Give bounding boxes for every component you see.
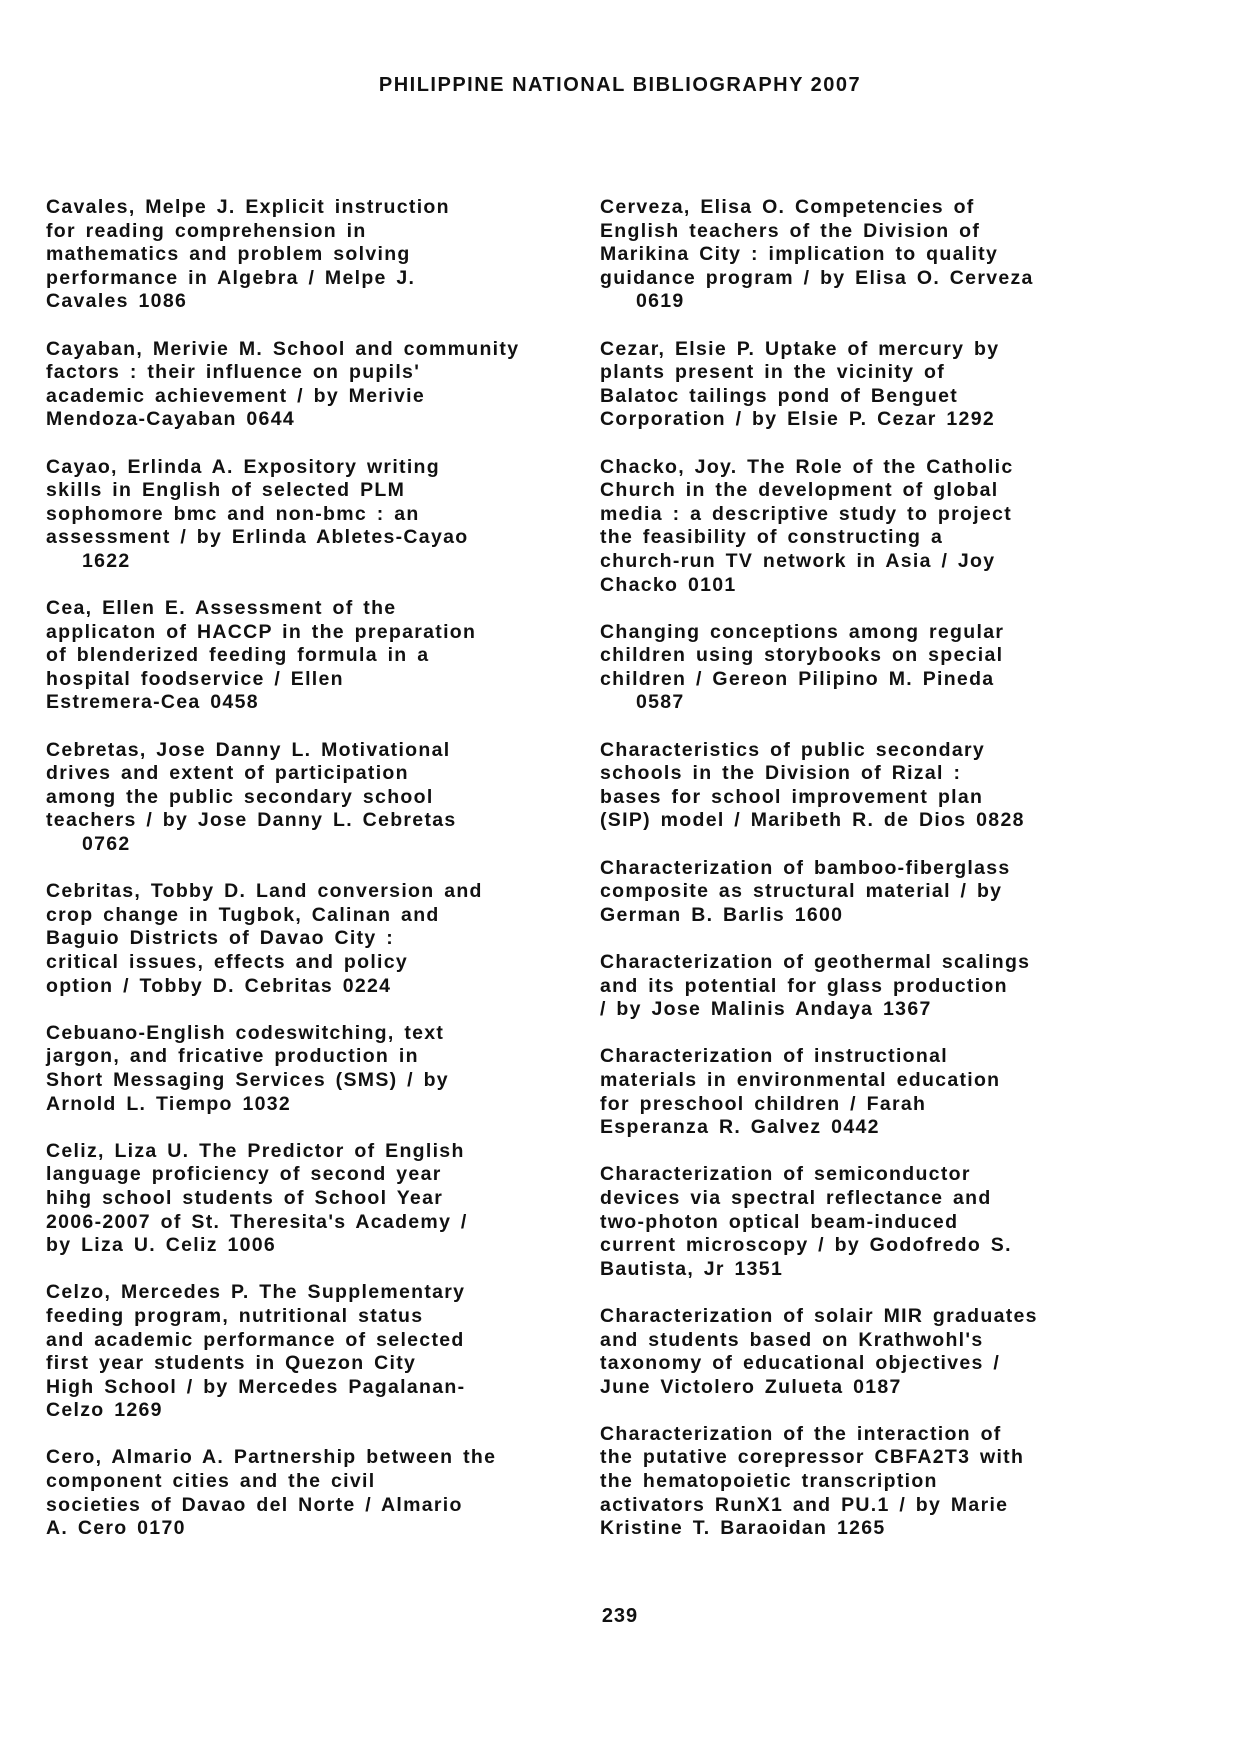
bibliography-entry [46,1446,566,1540]
entry-line: Cero, Almario A. Partnership between the [46,1446,497,1469]
entry-line: schools in the Division of Rizal : [600,762,962,785]
entry-line: Cebritas, Tobby D. Land conversion and [46,880,483,903]
bibliography-entry [600,1305,1120,1399]
entry-line: drives and extent of participation [46,762,409,785]
entry-line: applicaton of HACCP in the preparation [46,620,477,643]
entry-line: Characterization of the interaction of [600,1422,1002,1445]
entry-line: Cebretas, Jose Danny L. Motivational [46,738,451,761]
entry-line: activators RunX1 and PU.1 / by Marie [600,1493,1009,1516]
entry-line: for preschool children / Farah [600,1092,927,1115]
entry-line: Kristine T. Baraoidan 1265 [600,1517,886,1540]
entry-line: guidance program / by Elisa O. Cerveza [600,266,1034,289]
entry-line: High School / by Mercedes Pagalanan- [46,1375,466,1398]
entry-line: for reading comprehension in [46,219,367,242]
bibliography-entry [46,1022,566,1116]
right-column [600,196,1120,1564]
entry-line: the putative corepressor CBFA2T3 with [600,1446,1025,1469]
entry-line: by Liza U. Celiz 1006 [46,1234,277,1257]
bibliography-entry [46,597,566,715]
entry-line: Church in the development of global [600,479,999,502]
bibliography-entry [600,621,1120,715]
entry-line: church-run TV network in Asia / Joy [600,549,996,572]
bibliography-entry [46,456,566,574]
entry-line: Estremera-Cea 0458 [46,691,259,714]
entry-line: among the public secondary school [46,785,434,808]
bibliography-entry [600,196,1120,314]
entry-line: Characterization of geothermal scalings [600,951,1031,973]
bibliography-entry [600,338,1120,432]
entry-line: (SIP) model / Maribeth R. de Dios 0828 [600,809,1025,832]
entry-line: the hematopoietic transcription [600,1470,938,1493]
entry-line: two-photon optical beam-induced [600,1210,959,1233]
entry-line: bases for school improvement plan [600,785,984,808]
entry-line: Mendoza-Cayaban 0644 [46,408,295,431]
bibliography-entry [600,1163,1120,1281]
entry-line: June Victolero Zulueta 0187 [600,1375,902,1398]
entry-line: component cities and the civil [46,1470,376,1493]
entry-line: taxonomy of educational objectives / [600,1352,1001,1375]
entry-line: English teachers of the Division of [600,219,981,242]
entry-line: assessment / by Erlinda Abletes-Cayao [46,526,469,549]
entry-line: 0587 [636,691,685,714]
entry-line: Cezar, Elsie P. Uptake of mercury by [600,337,1000,360]
left-column [46,196,566,1564]
bibliography-entry [600,857,1120,928]
entry-line: Cerveza, Elisa O. Competencies of [600,196,975,218]
entry-line: and academic performance of selected [46,1328,465,1351]
entry-line: and its potential for glass production [600,974,1008,997]
bibliography-entry [600,1045,1120,1139]
entry-line: jargon, and fricative production in [46,1045,419,1068]
entry-line: Changing conceptions among regular [600,620,1005,643]
entry-line: critical issues, effects and policy [46,951,409,973]
entry-line: Cayao, Erlinda A. Expository writing [46,455,440,478]
entry-line: Cayaban, Merivie M. School and community [46,337,520,360]
entry-line: academic achievement / by Merivie [46,384,425,407]
entry-line: Baguio Districts of Davao City : [46,927,395,950]
entry-line: the feasibility of constructing a [600,526,944,549]
entry-line: 0762 [82,833,131,856]
entry-line: German B. Barlis 1600 [600,903,844,926]
entry-line: Cebuano-English codeswitching, text [46,1021,445,1044]
entry-line: Celiz, Liza U. The Predictor of English [46,1139,465,1162]
entry-line: Celzo, Mercedes P. The Supplementary [46,1281,466,1304]
entry-line: materials in environmental education [600,1068,1001,1091]
page-number: 239 [601,1605,639,1627]
bibliography-entry [600,456,1120,598]
entry-line: children using storybooks on special [600,644,1004,667]
entry-line: crop change in Tugbok, Calinan and [46,903,440,926]
bibliography-entry [600,951,1120,1022]
entry-line: factors : their influence on pupils' [46,361,421,384]
entry-line: Cavales 1086 [46,290,188,313]
bibliography-entry [46,1140,566,1258]
entry-line: Corporation / by Elsie P. Cezar 1292 [600,408,995,431]
entry-line: Chacko 0101 [600,573,737,596]
entry-line: Characterization of bamboo-fiberglass [600,856,1011,879]
entry-line: composite as structural material / by [600,880,1003,903]
entry-line: current microscopy / by Godofredo S. [600,1234,1012,1257]
entry-line: Marikina City : implication to quality [600,243,999,266]
entry-line: Short Messaging Services (SMS) / by [46,1068,449,1091]
entry-line: Cavales, Melpe J. Explicit instruction [46,196,450,218]
entry-line: Characterization of solair MIR graduates [600,1304,1038,1327]
entry-line: societies of Davao del Norte / Almario [46,1493,463,1516]
entry-line: sophomore bmc and non-bmc : an [46,502,420,525]
entry-line: Characteristics of public secondary [600,738,986,761]
entry-line: feeding program, nutritional status [46,1304,424,1327]
entry-line: / by Jose Malinis Andaya 1367 [600,998,932,1021]
entry-line: first year students in Quezon City [46,1352,417,1375]
entry-line: Characterization of instructional [600,1045,948,1068]
entry-line: Characterization of semiconductor [600,1163,971,1186]
entry-line: Celzo 1269 [46,1399,163,1422]
bibliography-entry [46,1281,566,1423]
entry-line: hospital foodservice / Ellen [46,667,344,690]
entry-line: devices via spectral reflectance and [600,1186,992,1209]
entry-line: skills in English of selected PLM [46,479,406,502]
entry-line: media : a descriptive study to project [600,502,1012,525]
bibliography-entry [46,739,566,857]
entry-line: children / Gereon Pilipino M. Pineda [600,667,995,690]
entry-line: plants present in the vicinity of [600,361,946,384]
entry-line: hihg school students of School Year [46,1186,444,1209]
entry-line: Esperanza R. Galvez 0442 [600,1116,880,1139]
entry-line: Cea, Ellen E. Assessment of the [46,597,397,620]
entry-line: A. Cero 0170 [46,1517,186,1540]
bibliography-entry [46,196,566,314]
entry-line: 2006-2007 of St. Theresita's Academy / [46,1210,468,1233]
entry-line: performance in Algebra / Melpe J. [46,266,416,289]
entry-line: teachers / by Jose Danny L. Cebretas [46,809,457,832]
entry-line: Balatoc tailings pond of Benguet [600,384,959,407]
bibliography-entry [46,880,566,998]
bibliography-entry [600,1423,1120,1541]
entry-line: Chacko, Joy. The Role of the Catholic [600,455,1014,478]
entry-line: option / Tobby D. Cebritas 0224 [46,974,392,997]
entry-line: 1622 [82,549,131,572]
entry-line: of blenderized feeding formula in a [46,644,430,667]
entry-line: mathematics and problem solving [46,243,411,266]
bibliography-entry [46,338,566,432]
bibliography-entry [600,739,1120,833]
entry-line: language proficiency of second year [46,1163,442,1186]
entry-line: and students based on Krathwohl's [600,1328,984,1351]
entry-line: Arnold L. Tiempo 1032 [46,1092,292,1115]
entry-line: 0619 [636,290,685,313]
entry-line: Bautista, Jr 1351 [600,1257,784,1280]
page-header: PHILIPPINE NATIONAL BIBLIOGRAPHY 2007 [378,74,862,96]
